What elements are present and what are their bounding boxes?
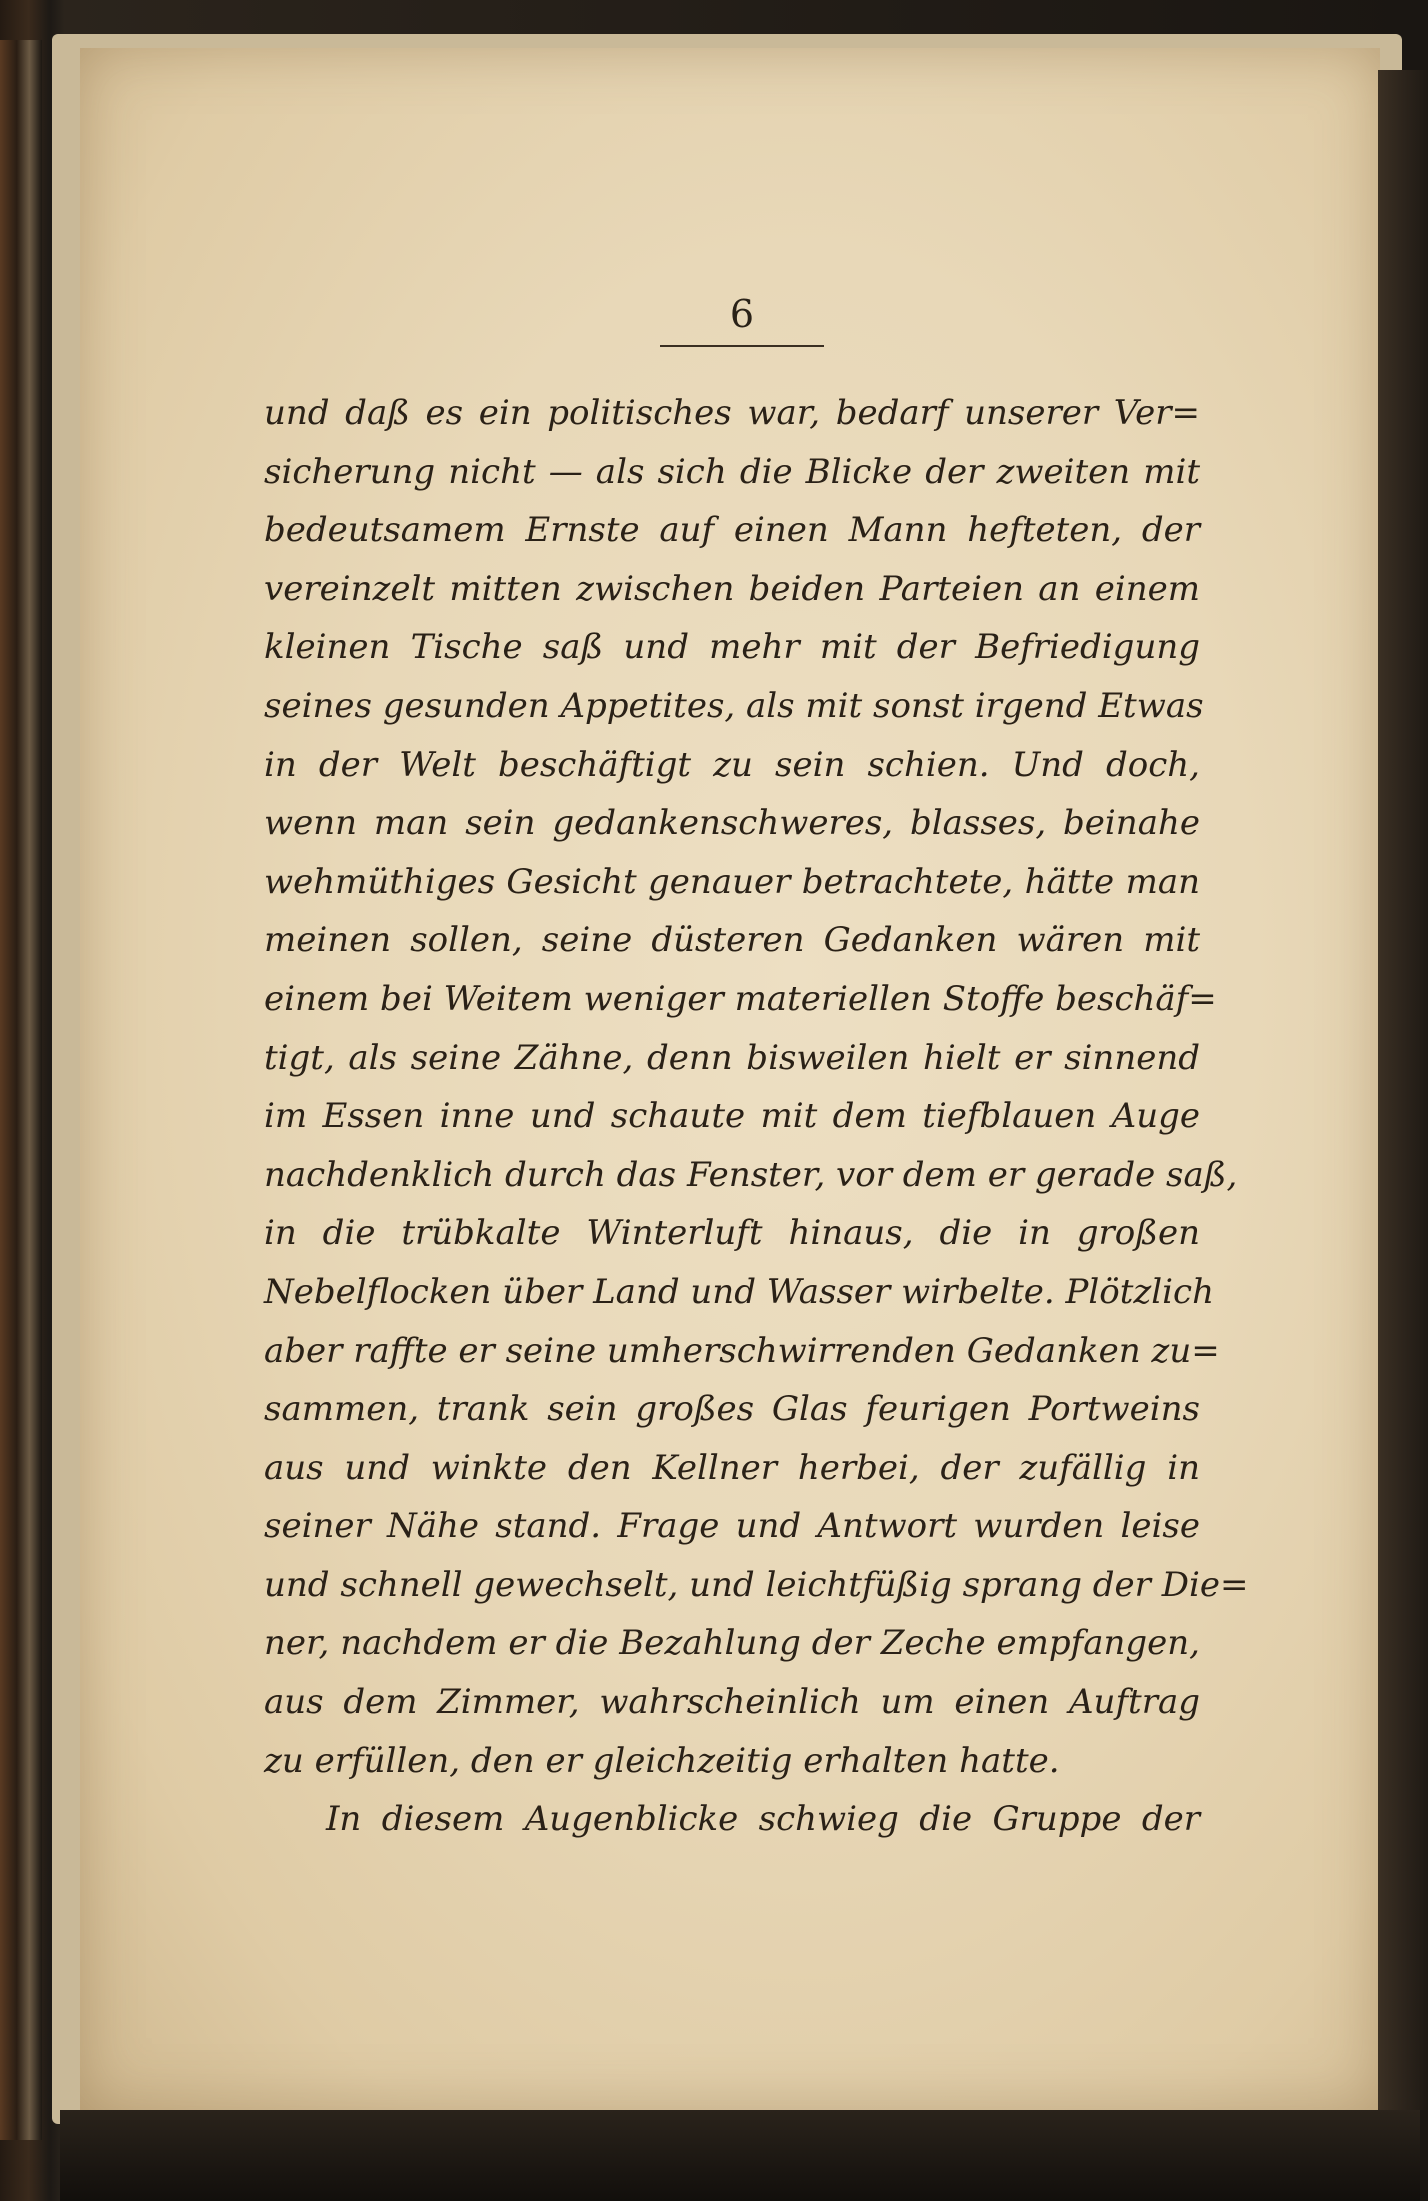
text-line: seiner Nähe stand. Frage und Antwort wurden leise [264, 1506, 1200, 1547]
header-rule [660, 345, 824, 347]
text-line: Nebelflocken über Land und Wasser wirbelte. Plötzlich [264, 1271, 1214, 1312]
bottom-shadow [60, 2110, 1420, 2201]
text-line: wehmüthiges Gesicht genauer betrachtete, hätte man [264, 861, 1200, 902]
book-spine [0, 40, 42, 2140]
text-line: im Essen inne und schaute mit dem tiefblauen Auge [264, 1096, 1200, 1137]
text-line: meinen sollen, seine düsteren Gedanken wären mit [264, 920, 1200, 961]
text-line: bedeutsamem Ernste auf einen Mann hefteten, der [264, 510, 1200, 551]
text-line: seines gesunden Appetites, als mit sonst irgend Etwas [264, 685, 1204, 726]
text-line: in der Welt beschäftigt zu sein schien. Und doch, [264, 744, 1200, 785]
text-line: tigt, als seine Zähne, denn bisweilen hielt er sinnend [264, 1037, 1200, 1078]
text-line: aus dem Zimmer, wahrscheinlich um einen Auftrag [264, 1682, 1200, 1723]
text-line: aus und winkte den Kellner herbei, der zufällig in [264, 1447, 1200, 1488]
page-number: 6 [729, 292, 755, 336]
right-shadow [1378, 70, 1428, 2110]
text-line: sicherung nicht — als sich die Blicke der zweiten mit [264, 451, 1200, 492]
text-line-paragraph-end: zu erfüllen, den er gleichzeitig erhalten hatte. [264, 1740, 1060, 1781]
text-line: kleinen Tische saß und mehr mit der Befriedigung [264, 627, 1200, 668]
text-line: und daß es ein politisches war, bedarf unserer Ver= [264, 393, 1200, 433]
text-line: vereinzelt mitten zwischen beiden Parteien an einem [264, 568, 1200, 609]
text-line: nachdenklich durch das Fenster, vor dem er gerade saß, [264, 1154, 1238, 1195]
text-line: sammen, trank sein großes Glas feurigen Portweins [264, 1389, 1200, 1430]
body-text [264, 384, 1249, 1849]
text-line: einem bei Weitem weniger materiellen Stoffe beschäf= [264, 978, 1217, 1019]
text-line-paragraph-start: In diesem Augenblicke schwieg die Gruppe der [326, 1799, 1200, 1840]
text-line: wenn man sein gedankenschweres, blasses, beinahe [264, 803, 1200, 844]
text-line: aber raffte er seine umherschwirrenden Gedanken zu= [264, 1330, 1220, 1371]
text-line: und schnell gewechselt, und leichtfüßig sprang der Die= [264, 1564, 1249, 1605]
text-line: in die trübkalte Winterluft hinaus, die in großen [264, 1213, 1200, 1254]
text-line: ner, nachdem er die Bezahlung der Zeche empfangen, [264, 1623, 1200, 1664]
